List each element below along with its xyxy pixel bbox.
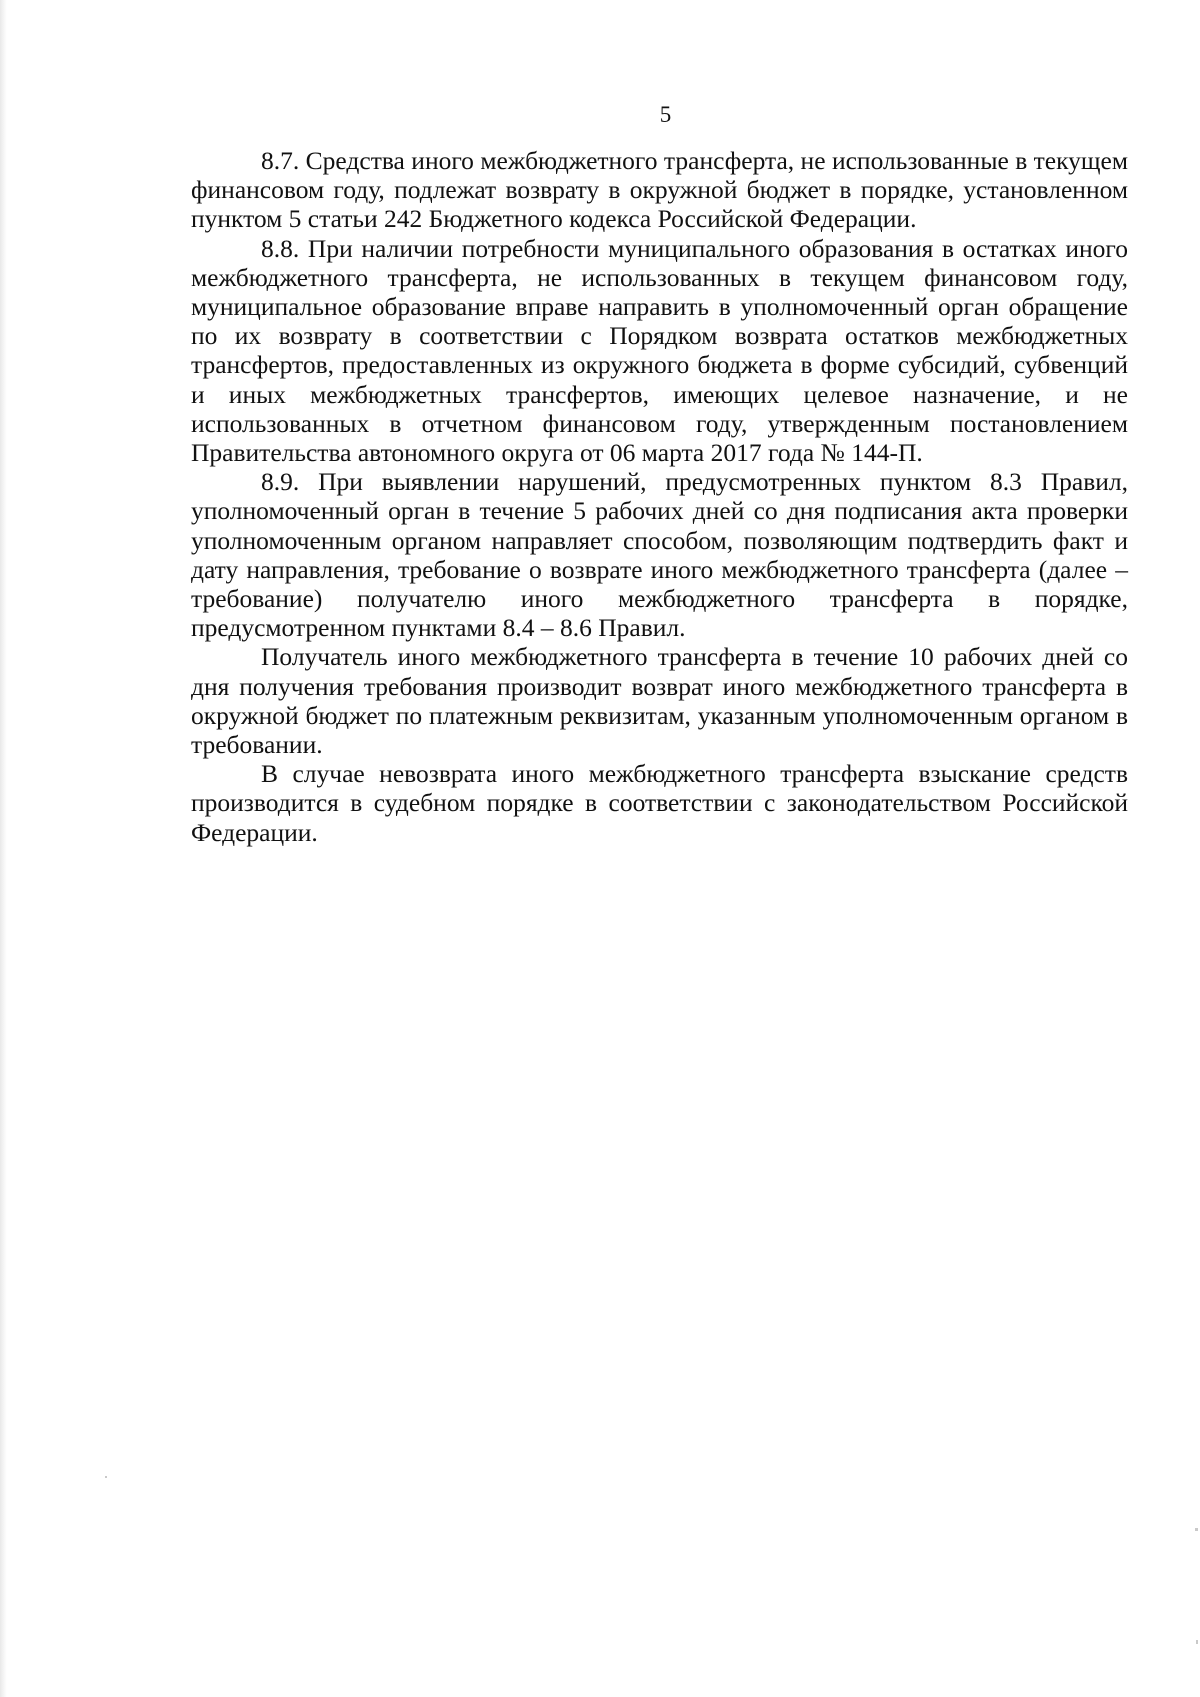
page-number: 5 — [659, 102, 672, 127]
paragraph-recipient-return: Получатель иного межбюджетного трансферта в течение 10 рабочих дней со дня получения требования производит возврат иного межбюджетного трансферта в окружной бюджет по платежным реквизитам, указанным уполномоченным органом в требовании. — [191, 642, 1128, 760]
scan-speck — [105, 1476, 107, 1478]
scan-edge-shadow — [0, 0, 7, 1697]
scan-speck — [1195, 1528, 1198, 1531]
paragraph-judicial-recovery: В случае невозврата иного межбюджетного трансферта взыскание средств производится в судебном порядке в соответствии с законодательством Российской Федерации. — [191, 759, 1128, 847]
paragraph-8-9: 8.9. При выявлении нарушений, предусмотренных пунктом 8.3 Правил, уполномоченный орган в течение 5 рабочих дней со дня подписания акта проверки уполномоченным органом направляет способом, позволяющим подтвердить факт и дату направления, требование о возврате иного межбюджетного трансферта (далее – требование) получателю иного межбюджетного трансферта в порядке, предусмотренном пунктами 8.4 – 8.6 Правил. — [191, 467, 1128, 643]
document-body — [191, 146, 1128, 847]
paragraph-8-8: 8.8. При наличии потребности муниципального образования в остатках иного межбюджетного трансферта, не использованных в текущем финансовом году, муниципальное образование вправе направить в уполномоченный орган обращение по их возврату в соответствии с Порядком возврата остатков межбюджетных трансфертов, предоставленных из окружного бюджета в форме субсидий, субвенций и иных межбюджетных трансфертов, имеющих целевое назначение, и не использованных в отчетном финансовом году, утвержденным постановлением Правительства автономного округа от 06 марта 2017 года № 144-П. — [191, 233, 1128, 468]
scan-speck — [1196, 1640, 1198, 1644]
paragraph-8-7: 8.7. Средства иного межбюджетного трансферта, не использованные в текущем финансовом году, подлежат возврату в окружной бюджет в порядке, установленном пунктом 5 статьи 242 Бюджетного кодекса Российской Федерации. — [191, 146, 1128, 234]
